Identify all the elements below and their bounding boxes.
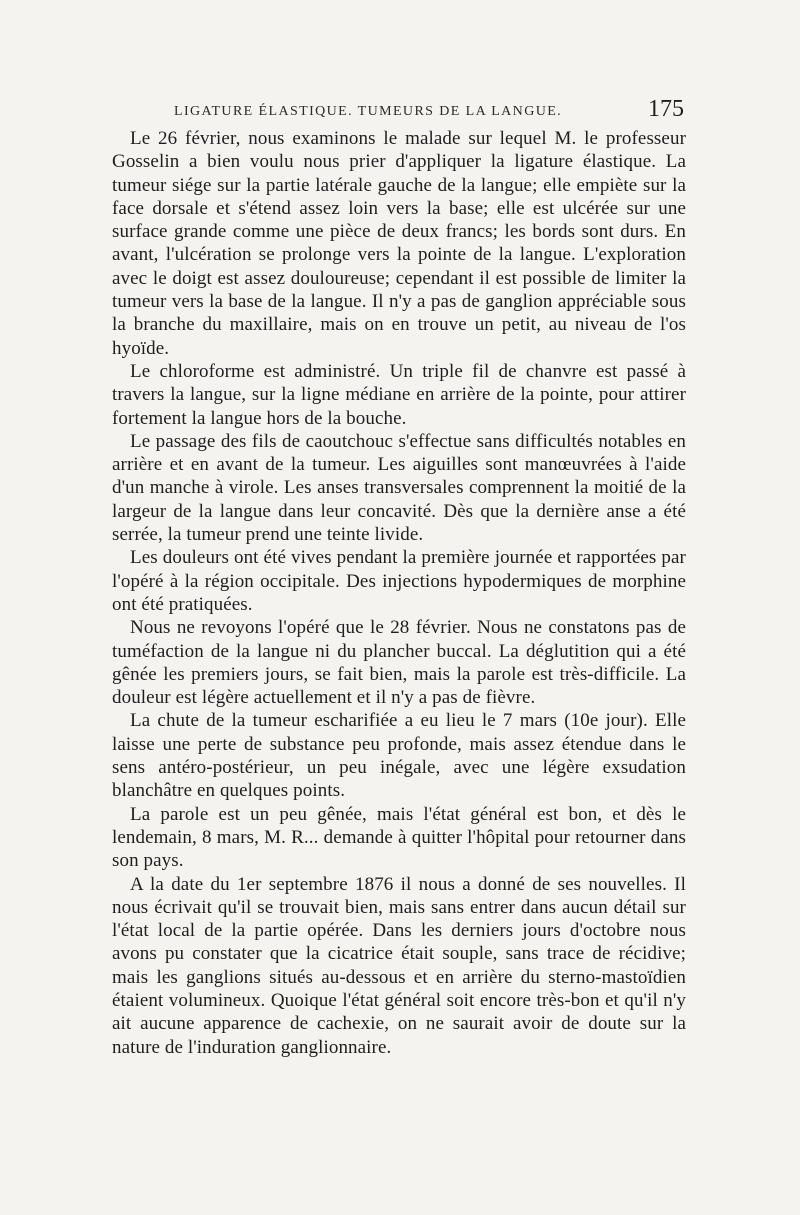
paragraph-news: A la date du 1er septembre 1876 il nous a donné de ses nouvelles. Il nous écrivait qu'il se trouvait bien, mais sans entrer dans aucun détail sur l'état local de la partie opérée. Dans les derniers jours d'octobre nous avons pu constater que la cicatrice était souple, sans trace de récidive; mais les ganglions situés au-dessous et en arrière du sterno-mastoïdien étaient volumineux. Quoique l'état général soit encore très-bon et qu'il n'y ait aucune apparence de cachexie, on ne saurait avoir de doute sur la nature de l'induration ganglionnaire.	[112, 873, 686, 1058]
paragraph-ligature-passage: Le passage des fils de caoutchouc s'effectue sans difficultés notables en arrière et en avant de la tumeur. Les aiguilles sont manœuvrées à l'aide d'un manche à virole. Les anses transversales comprennent la moitié de la largeur de la langue dans leur concavité. Dès que la dernière anse a été serrée, la tumeur prend une teinte livide.	[112, 430, 686, 546]
paragraph-examination: Le 26 février, nous examinons le malade sur lequel M. le professeur Gosselin a bien voulu nous prier d'appliquer la ligature élastique. La tumeur siége sur la partie latérale gauche de la langue; elle empiète sur la face dorsale et s'étend assez loin vers la base; elle est ulcérée sur une surface grande comme une pièce de deux francs; les bords sont durs. En avant, l'ulcération se prolonge vers la pointe de la langue. L'exploration avec le doigt est assez douloureuse; cependant il est possible de limiter la tumeur vers la base de la langue. Il n'y a pas de ganglion appréciable sous la branche du maxillaire, mais on en trouve un petit, au niveau de l'os hyoïde.	[112, 128, 686, 359]
page-header	[112, 98, 686, 128]
page-number: 175	[648, 96, 684, 122]
paragraph-follow-up: Nous ne revoyons l'opéré que le 28 février. Nous ne constatons pas de tuméfaction de la langue ni du plancher buccal. La déglutition qui a été gênée les premiers jours, se fait bien, mais la parole est très-difficile. La douleur est légère actuellement et il n'y a pas de fièvre.	[112, 617, 686, 709]
paragraph-discharge: La parole est un peu gênée, mais l'état général est bon, et dès le lendemain, 8 mars, M. R... demande à quitter l'hôpital pour retourner dans son pays.	[112, 803, 686, 872]
running-head: LIGATURE ÉLASTIQUE. TUMEURS DE LA LANGUE.	[174, 104, 563, 119]
paragraph-pain: Les douleurs ont été vives pendant la première journée et rapportées par l'opéré à la région occipitale. Des injections hypodermiques de morphine ont été pratiquées.	[112, 547, 686, 615]
paragraph-tumor-fall: La chute de la tumeur escharifiée a eu lieu le 7 mars (10e jour). Elle laisse une perte de substance peu profonde, mais assez étendue dans le sens antéro-postérieur, un peu inégale, avec une légère exsudation blanchâtre en quelques points.	[112, 710, 686, 802]
body-text	[112, 127, 686, 1059]
paragraph-chloroform: Le chloroforme est administré. Un triple fil de chanvre est passé à travers la langue, sur la ligne médiane en arrière de la pointe, pour attirer fortement la langue hors de la bouche.	[112, 360, 686, 429]
